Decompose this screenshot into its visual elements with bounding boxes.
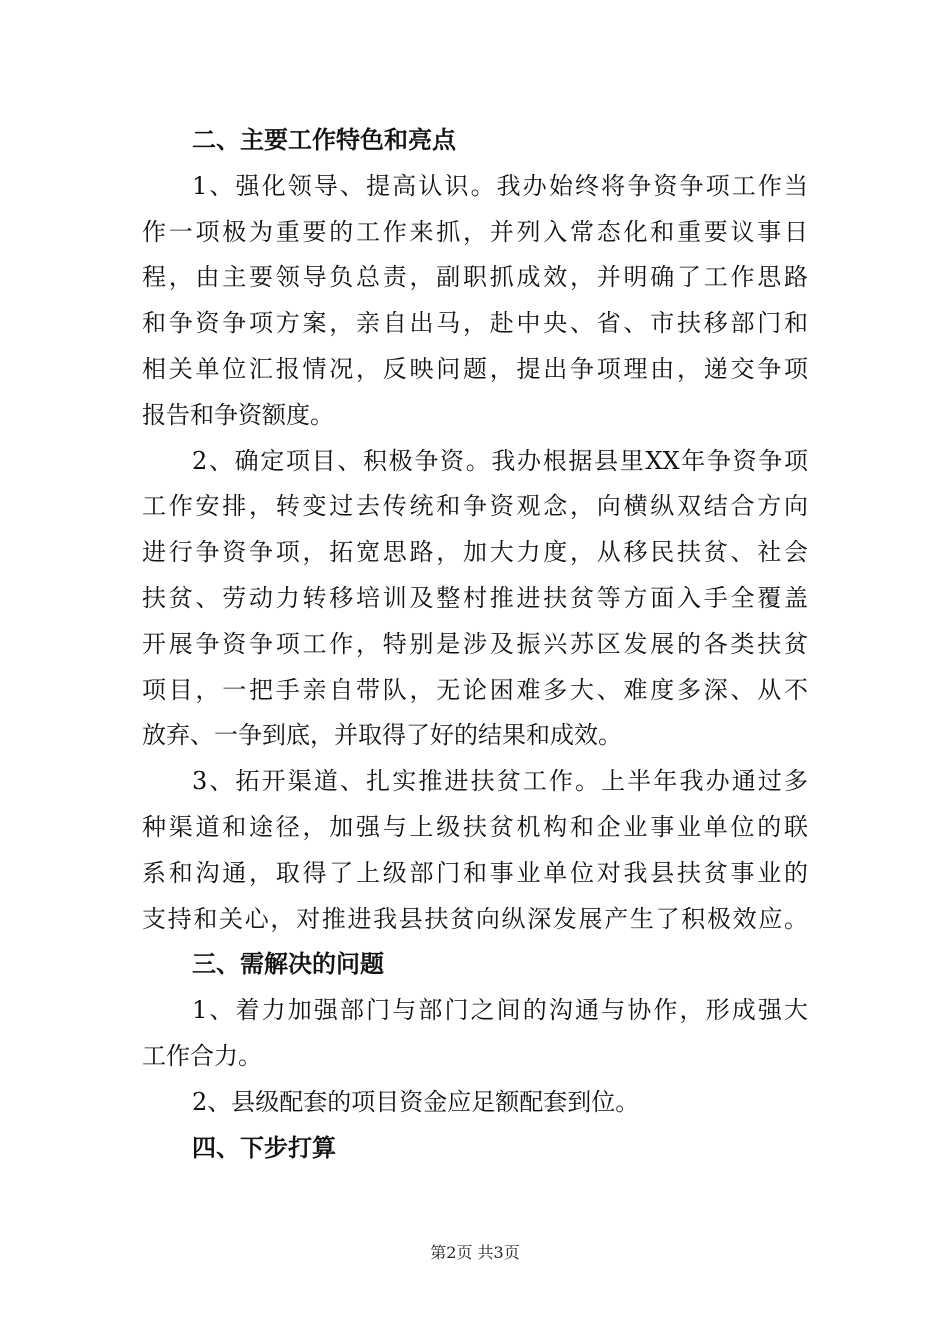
paragraph-line: 支持和关心，对推进我县扶贫向纵深发展产生了积极效应。 xyxy=(142,904,808,933)
section-heading: 三、需解决的问题 xyxy=(192,950,384,979)
section-heading: 二、主要工作特色和亮点 xyxy=(192,126,456,154)
paragraph-line: 2、县级配套的项目资金应足额配套到位。 xyxy=(192,1087,640,1116)
paragraph-line: 2、确定项目、积极争资。我办根据县里XX年争资争项 xyxy=(192,446,808,475)
paragraph-line: 工作安排，转变过去传统和争资观念，向横纵双结合方向 xyxy=(142,492,808,521)
paragraph-line: 相关单位汇报情况，反映问题，提出争项理由，递交争项 xyxy=(142,354,808,383)
paragraph-line: 程，由主要领导负总责，副职抓成效，并明确了工作思路 xyxy=(142,263,808,292)
document-body xyxy=(142,118,808,1171)
paragraph-line: 放弃、一争到底，并取得了好的结果和成效。 xyxy=(142,721,622,750)
paragraph-line: 1、强化领导、提高认识。我办始终将争资争项工作当 xyxy=(192,171,808,200)
paragraph-line: 扶贫、劳动力转移培训及整村推进扶贫等方面入手全覆盖 xyxy=(142,583,808,612)
paragraph-line: 项目，一把手亲自带队，无论困难多大、难度多深、从不 xyxy=(142,675,808,704)
paragraph-line: 进行争资争项，拓宽思路，加大力度，从移民扶贫、社会 xyxy=(142,538,808,567)
paragraph-line: 工作合力。 xyxy=(142,1041,262,1070)
paragraph-line: 报告和争资额度。 xyxy=(142,400,334,429)
paragraph-line: 作一项极为重要的工作来抓，并列入常态化和重要议事日 xyxy=(142,217,808,246)
paragraph-line: 1、着力加强部门与部门之间的沟通与协作，形成强大 xyxy=(192,996,808,1025)
section-heading: 四、下步打算 xyxy=(192,1133,336,1162)
paragraph-line: 和争资争项方案，亲自出马，赴中央、省、市扶移部门和 xyxy=(142,309,808,338)
paragraph-line: 种渠道和途径，加强与上级扶贫机构和企业事业单位的联 xyxy=(142,812,808,841)
paragraph-line: 系和沟通，取得了上级部门和事业单位对我县扶贫事业的 xyxy=(142,858,808,887)
paragraph-line: 开展争资争项工作，特别是涉及振兴苏区发展的各类扶贫 xyxy=(142,629,808,658)
paragraph-line: 3、拓开渠道、扎实推进扶贫工作。上半年我办通过多 xyxy=(192,767,808,796)
page-footer: 第2页 共3页 xyxy=(430,1243,520,1262)
